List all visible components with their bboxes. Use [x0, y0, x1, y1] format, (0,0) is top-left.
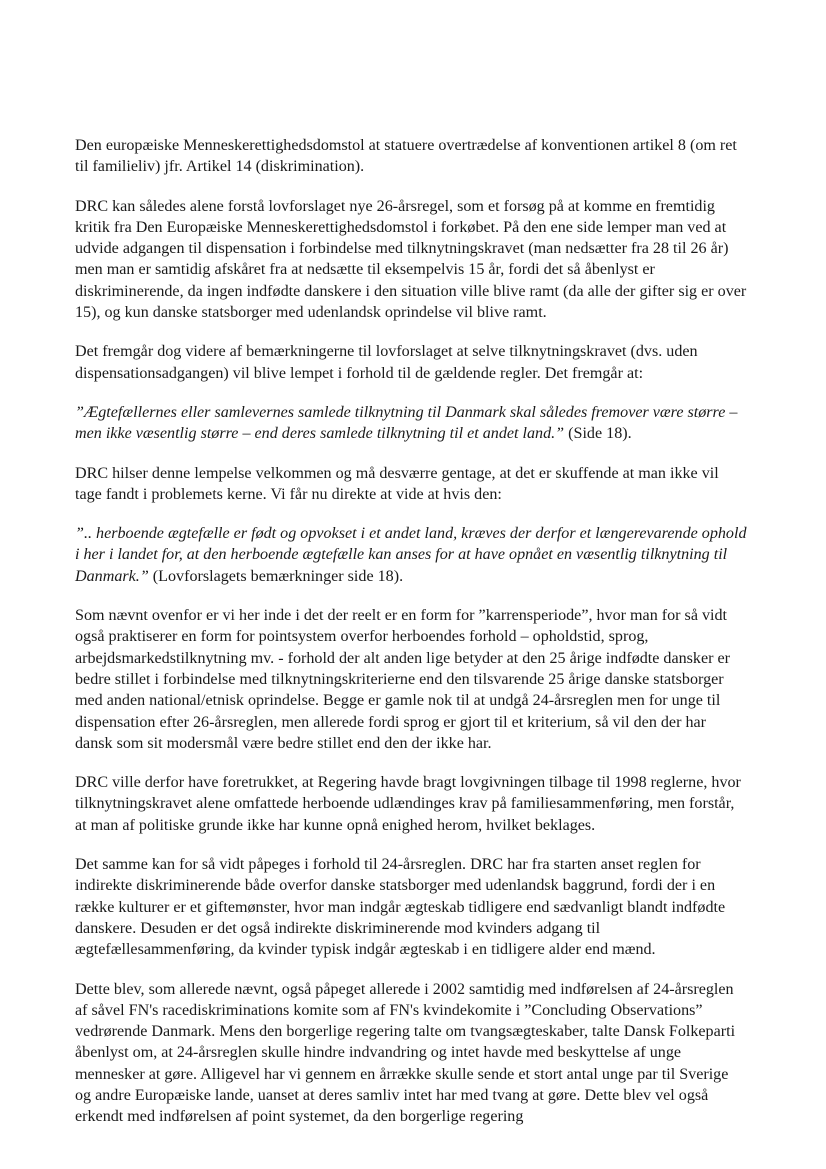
paragraph-drc-welcomes: DRC hilser denne lempelse velkommen og må desværre gentage, at det er skuffende at man ikke vil tage fandt i problemets kerne. Vi får nu direkte at vide at hvis den: — [75, 464, 719, 503]
quote-text: ”Ægtefællernes eller samlevernes samlede tilknytning til Danmark skal således fremover være større – men ikke væsentlig større – end deres samlede tilknytning til et andet land.” — [75, 403, 738, 443]
document-body — [75, 135, 747, 1146]
paragraph-conclusion-article8: Den europæiske Menneskerettighedsdomstol at statuere overtrædelse af konventionen artikel 8 (om ret til familieliv) jfr. Artikel 14 (diskrimination). — [75, 137, 737, 176]
quote-resident-spouse — [75, 523, 747, 587]
quote-text: ”.. herboende ægtefælle er født og opvokset i et andet land, kræves der derfor et længerevarende ophold i her i landet for, at den herboende ægtefælle kan anses for at have opnået en væsentlig tilknytning til Danmark.” — [75, 525, 747, 585]
paragraph-24-year-rule: Det samme kan for så vidt påpeges i forhold til 24-årsreglen. DRC har fra starten anset reglen for indirekte diskriminerende både overfor danske statsborger med udenlandsk baggrund, fordi der i en række kulturer er et giftemønster, hvor man indgår ægteskab tidligere end sædvanligt blandt indfødte danskere. Desuden er det også indirekte diskriminerende mod kvinders adgang til ægtefællesammenføring, da kvinder typisk indgår ægteskab i en tidligere alder end mænd. — [75, 856, 726, 959]
paragraph-26-year-rule: DRC kan således alene forstå lovforslaget nye 26-årsregel, som et forsøg på at komme en fremtidig kritik fra Den Europæiske Menneskerettighedsdomstol i forkøbet. På den ene side lemper man ved at udvide adgangen til dispensation i forbindelse med tilknytningskravet (man nedsætter fra 28 til 26 år) men man er samtidig afskåret fra at nedsætte til eksempelvis 15 år, fordi det så åbenlyst er diskriminerende, da ingen indfødte danskere i den situation ville blive ramt (da alle der gifter sig er over 15), og kun danske statsborger med udenlandsk oprindelse vil blive ramt. — [75, 197, 747, 322]
paragraph-quarantine-period: Som nævnt ovenfor er vi her inde i det der reelt er en form for ”karrensperiode”, hvor man for så vidt også praktiserer en form for pointsystem overfor herboendes forhold – opholdstid, sprog, arbejdsmarkedstilknytning mv. - forhold der alt anden lige betyder at den 25 årige indfødte dansker er bedre stillet i forbindelse med tilknytningskriterierne end den tilsvarende 25 årige danske statsborger med anden national/etnisk oprindelse. Begge er gamle nok til at undgå 24-årsreglen men for unge til dispensation efter 26-årsreglen, men allerede fordi sprog er gjort til et kriterium, så vil den der har dansk som sit modersmål være bedre stillet end den der ikke har. — [75, 607, 731, 752]
paragraph-1998-rules: DRC ville derfor have foretrukket, at Regering havde bragt lovgivningen tilbage til 1998 reglerne, hvor tilknytningskravet alene omfattede herboende udlændinges krav på familiesammenføring, men forstår, at man af politiske grunde ikke har kunne opnå enighed herom, hvilket beklages. — [75, 774, 741, 834]
quote-spouses-attachment — [75, 402, 747, 445]
quote-reference: (Lovforslagets bemærkninger side 18). — [148, 567, 404, 585]
quote-reference: (Side 18). — [564, 425, 632, 443]
paragraph-attachment-requirement: Det fremgår dog videre af bemærkningerne til lovforslaget at selve tilknytningskravet (dvs. uden dispensationsadgangen) vil blive lempet i forhold til de gældende regler. Det fremgår at: — [75, 343, 698, 382]
paragraph-un-committees: Dette blev, som allerede nævnt, også påpeget allerede i 2002 samtidig med indførelsen af 24-årsreglen af såvel FN's racediskriminations komite som af FN's kvindekomite i ”Concluding Observations” vedrørende Danmark. Mens den borgerlige regering talte om tvangsægteskaber, talte Dansk Folkeparti åbenlyst om, at 24-årsreglen skulle hindre indvandring og intet havde med beskyttelse af unge mennesker at gøre. Alligevel har vi gennem en årrække skulle sende et stort antal unge par til Sverige og andre Europæiske lande, uanset at deres samliv intet har med tvang at gøre. Dette blev vel også erkendt med indførelsen af point systemet, da den borgerlige regering — [75, 980, 736, 1126]
